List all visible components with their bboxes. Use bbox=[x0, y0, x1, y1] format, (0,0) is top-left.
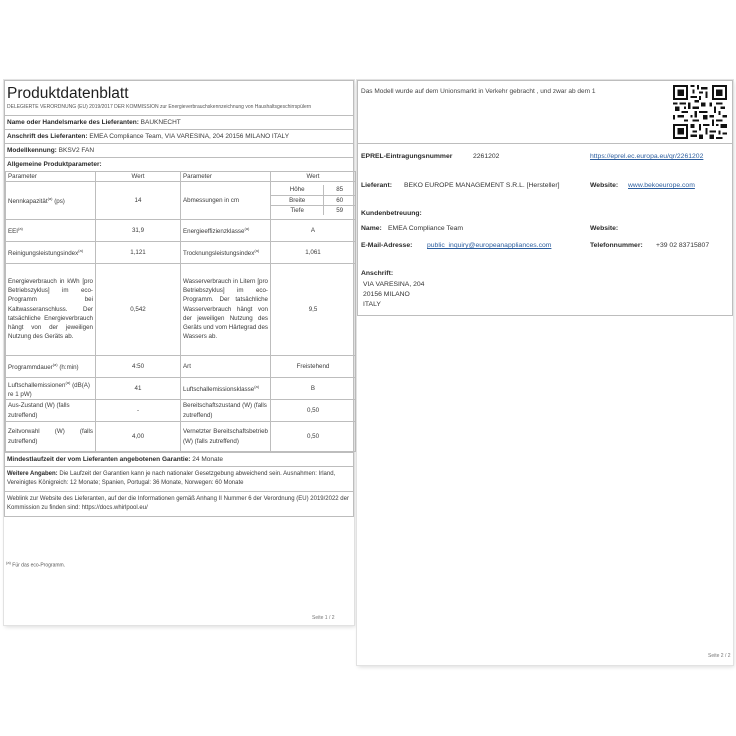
param-label: Art bbox=[181, 355, 271, 377]
weblink-row bbox=[5, 491, 353, 516]
table-row bbox=[6, 355, 356, 377]
supplier-name-value: BAUKNECHT bbox=[140, 118, 181, 126]
table-row bbox=[6, 181, 356, 219]
warranty-label: Mindestlaufzeit der vom Lieferanten angebotenen Garantie: bbox=[7, 456, 191, 464]
supplier-address-value: EMEA Compliance Team, VIA VARESINA, 204 20156 MILANO ITALY bbox=[89, 132, 290, 140]
datasheet-page-2 bbox=[357, 80, 733, 665]
param-value: 14 bbox=[96, 181, 181, 219]
param-value: 41 bbox=[96, 377, 181, 399]
param-value: 1,061 bbox=[271, 241, 356, 263]
param-label: Energieeffizienzklasse$^{(a)}$ bbox=[181, 219, 271, 241]
param-label: Abmessungen in cm bbox=[181, 181, 271, 219]
phone-value: +39 02 83715807 bbox=[656, 242, 710, 249]
param-label: Zeitvorwahl (W) (falls zutreffend) bbox=[6, 422, 96, 452]
page-number: Seite 2 / 2 bbox=[708, 653, 731, 659]
dimension-row: Breite 60 bbox=[271, 195, 355, 205]
warranty-value: 24 Monate bbox=[192, 456, 224, 464]
qr-code-icon bbox=[673, 85, 727, 139]
email-link[interactable]: public_inquiry@europeanappliances.com bbox=[427, 242, 552, 249]
table-row bbox=[6, 400, 356, 422]
param-label: Vernetzter Bereitschaftsbetrieb (W) (falls zutreffend) bbox=[181, 422, 271, 452]
eprel-link[interactable]: https://eprel.ec.europa.eu/qr/2261202 bbox=[590, 153, 704, 160]
param-value: 9,5 bbox=[271, 263, 356, 355]
param-value: - bbox=[96, 400, 181, 422]
parameters-table bbox=[5, 171, 356, 453]
supplier-address-row bbox=[5, 129, 353, 143]
footnote bbox=[6, 560, 65, 569]
dimensions-cell bbox=[271, 181, 356, 219]
service-website-label: Website: bbox=[590, 225, 619, 232]
supplier-label: Lieferant: bbox=[361, 182, 392, 189]
dimensions-table bbox=[271, 185, 355, 215]
datasheet-page-1 bbox=[4, 80, 354, 625]
table-row bbox=[6, 377, 356, 399]
dimension-row: Tiefe 59 bbox=[271, 205, 355, 215]
supplier-name-label: Name oder Handelsmarke des Lieferanten: bbox=[7, 118, 139, 126]
eprel-label: EPREL-Eintragungsnummer bbox=[361, 153, 453, 160]
param-label: EEI$^{(a)}$ bbox=[6, 219, 96, 241]
param-value: 0,50 bbox=[271, 400, 356, 422]
table-row bbox=[6, 422, 356, 452]
phone-label: Telefonnummer: bbox=[590, 242, 643, 249]
header-parameter: Parameter bbox=[6, 171, 96, 181]
param-value: Freistehend bbox=[271, 355, 356, 377]
document-title: Produktdatenblatt bbox=[7, 85, 129, 102]
param-value: 4:50 bbox=[96, 355, 181, 377]
weblink-text: Weblink zur Website des Lieferanten, auf der die Informationen gemäß Anhang II Nummer 6 der Verordnung (EU) 2019/2022 der Kommission zu finden sind: https://docs.whirlpool.eu/ bbox=[7, 496, 349, 512]
additional-info-text: Die Laufzeit der Garantien kann je nach nationaler Gesetzgebung abweichend sein. Ausnahmen: Irland, Vereinigtes Königreich: 12 Monate; Spanien, Portugal: 36 Monate, Norwegen: 60 Monate bbox=[7, 471, 336, 487]
warranty-row bbox=[5, 452, 353, 466]
page-number: Seite 1 / 2 bbox=[312, 615, 335, 621]
param-label: Aus-Zustand (W) (falls zutreffend) bbox=[6, 400, 96, 422]
param-label: Bereitschaftszustand (W) (falls zutreffend) bbox=[181, 400, 271, 422]
model-label: Modellkennung: bbox=[7, 146, 57, 154]
param-value: 1,121 bbox=[96, 241, 181, 263]
email-label: E-Mail-Adresse: bbox=[361, 242, 413, 249]
param-value: B bbox=[271, 377, 356, 399]
footnote-text: Für das eco-Programm. bbox=[12, 562, 66, 569]
param-label: Reinigungsleistungsindex$^{(a)}$ bbox=[6, 241, 96, 263]
header-value: Wert bbox=[96, 171, 181, 181]
footnote-mark: (a) bbox=[6, 560, 11, 565]
dimension-row: Höhe 85 bbox=[271, 185, 355, 195]
name-value: EMEA Compliance Team bbox=[388, 225, 464, 232]
general-params-heading bbox=[5, 157, 353, 171]
param-value: A bbox=[271, 219, 356, 241]
general-params-label: Allgemeine Produktparameter: bbox=[7, 160, 102, 168]
customer-service-label: Kundenbetreuung: bbox=[361, 210, 422, 217]
additional-info-label: Weitere Angaben: bbox=[7, 471, 58, 478]
param-label: Nennkapazität$^{(a)}$ (ps) bbox=[6, 181, 96, 219]
market-introduction-text: Das Modell wurde auf dem Unionsmarkt in Verkehr gebracht , und zwar ab dem 1 bbox=[361, 88, 596, 95]
param-label: Luftschallemissionsklasse$^{(a)}$ bbox=[181, 377, 271, 399]
param-label: Programmdauer$^{(a)}$ (h:min) bbox=[6, 355, 96, 377]
website-link[interactable]: www.bekoeurope.com bbox=[628, 182, 695, 189]
name-label: Name: bbox=[361, 225, 382, 232]
eprel-number: 2261202 bbox=[473, 153, 500, 160]
address-line: VIA VARESINA, 204 bbox=[363, 281, 425, 288]
datasheet-table bbox=[4, 80, 354, 517]
param-value: 4,00 bbox=[96, 422, 181, 452]
model-row bbox=[5, 143, 353, 157]
supplier-value: BEKO EUROPE MANAGEMENT S.R.L. [Hersteller] bbox=[404, 182, 560, 189]
param-label: Energieverbrauch in kWh [pro Betriebszyklus] im eco-Programm bei Kaltwasseranschluss. Der tatsächliche Energieverbrauch hängt von der jeweiligen Nutzung des Geräts ab. bbox=[6, 263, 96, 355]
supplier-address-label: Anschrift des Lieferanten: bbox=[7, 132, 88, 140]
table-row bbox=[6, 263, 356, 355]
address-label: Anschrift: bbox=[361, 270, 394, 277]
parameters-header-row bbox=[6, 171, 356, 181]
param-value: 0,50 bbox=[271, 422, 356, 452]
param-value: 0,542 bbox=[96, 263, 181, 355]
param-value: 31,9 bbox=[96, 219, 181, 241]
header-value: Wert bbox=[271, 171, 356, 181]
address-line: 20156 MILANO bbox=[363, 291, 410, 298]
supplier-name-row bbox=[5, 115, 353, 129]
header-parameter: Parameter bbox=[181, 171, 271, 181]
table-row bbox=[6, 219, 356, 241]
param-label: Luftschallemissionen$^{(a)}$ (dB(A) re 1 pW) bbox=[6, 377, 96, 399]
param-label: Trocknungsleistungsindex$^{(a)}$ bbox=[181, 241, 271, 263]
model-value: BKSV2 FAN bbox=[58, 146, 95, 154]
website-label: Website: bbox=[590, 182, 619, 189]
address-line: ITALY bbox=[363, 301, 381, 308]
divider bbox=[358, 143, 732, 144]
additional-info-row bbox=[5, 466, 353, 491]
param-label: Wasserverbrauch in Litern [pro Betriebszyklus] im eco-Programm. Der tatsächliche Wasserverbrauch hängt von der jeweiligen Nutzung des Geräts und vom Härtegrad des Wassers ab. bbox=[181, 263, 271, 355]
registration-info-box bbox=[357, 80, 733, 316]
table-row bbox=[6, 241, 356, 263]
regulation-reference: DELEGIERTE VERORDNUNG (EU) 2019/2017 DER KOMMISSION zur Energieverbrauchskennzeichnung von Haushaltsgeschirrspülern bbox=[7, 104, 312, 110]
